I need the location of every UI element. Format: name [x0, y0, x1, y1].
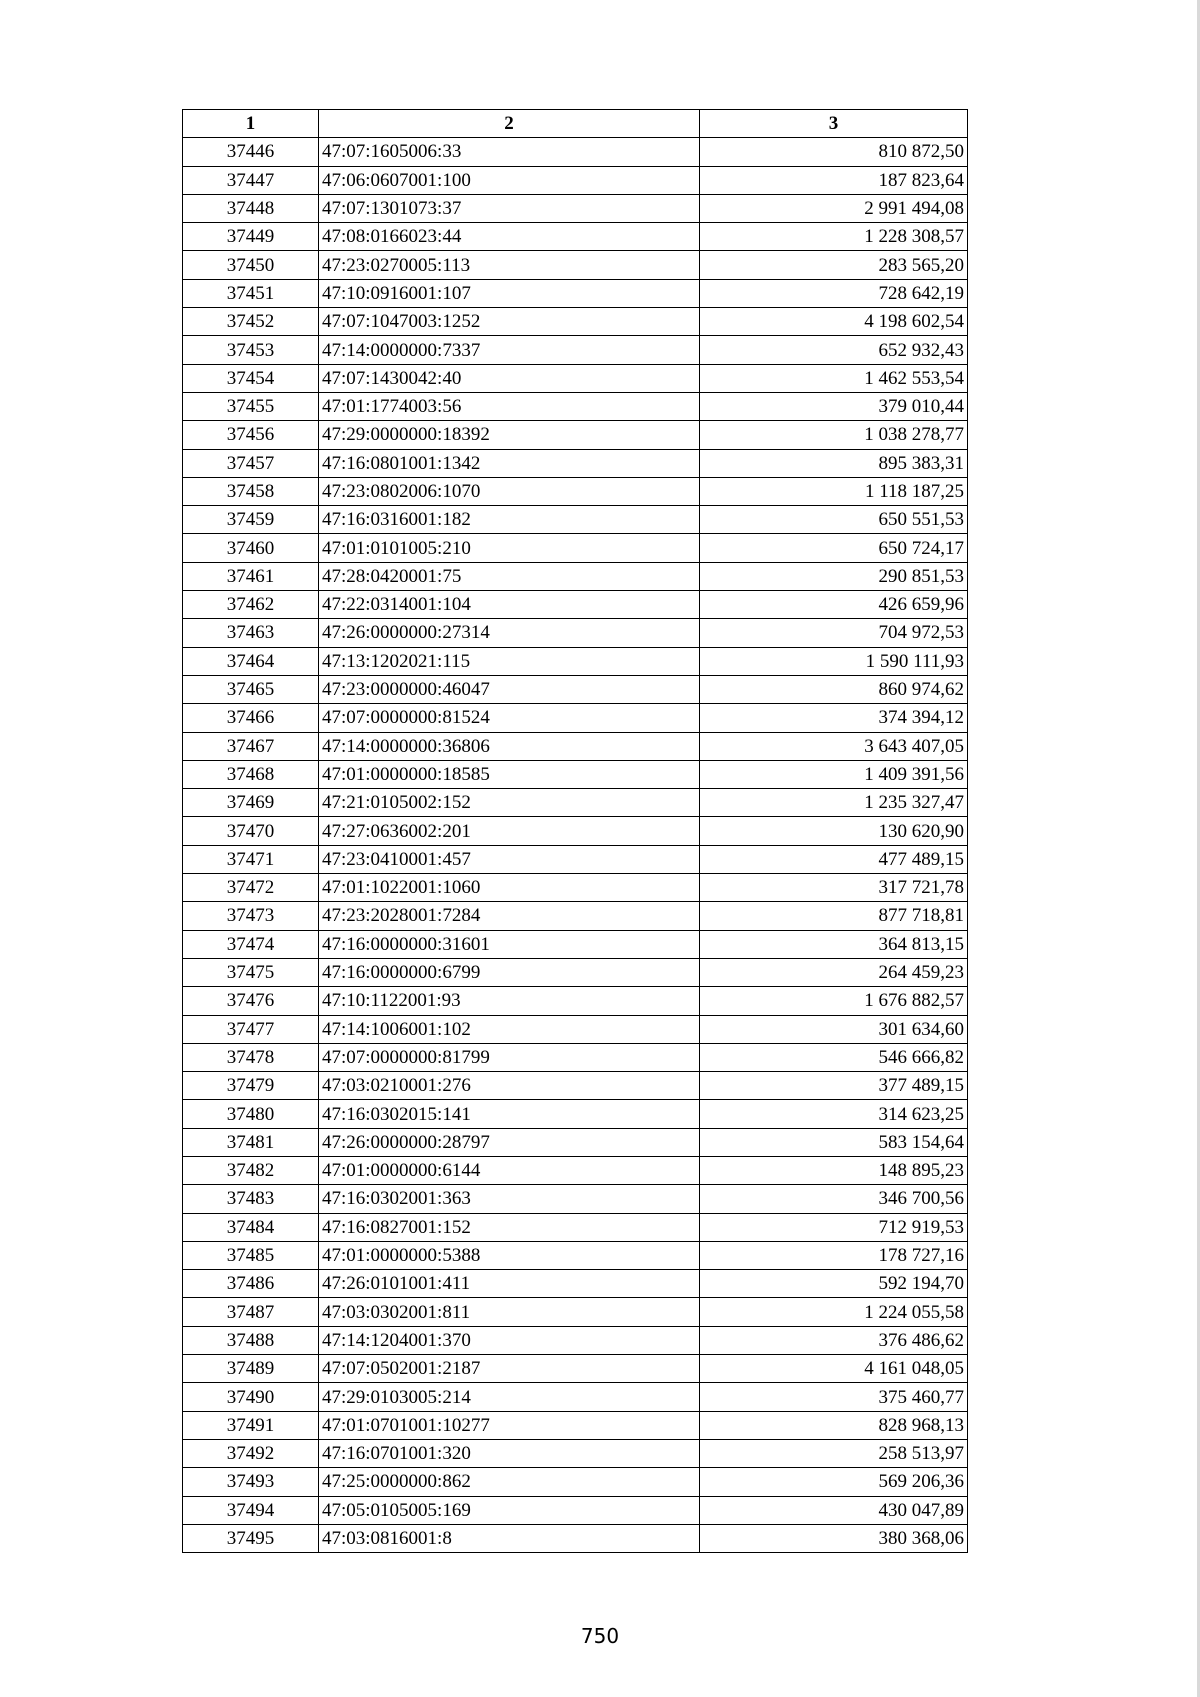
value-cell: 258 513,97 [700, 1439, 968, 1467]
table-row [183, 194, 968, 222]
row-number-cell: 37446 [183, 138, 319, 166]
value-cell: 860 974,62 [700, 675, 968, 703]
row-number-cell: 37491 [183, 1411, 319, 1439]
value-cell: 1 038 278,77 [700, 421, 968, 449]
table-row [183, 506, 968, 534]
row-number-cell: 37451 [183, 279, 319, 307]
cadastral-number-cell: 47:10:1122001:93 [319, 987, 700, 1015]
table-row [183, 1496, 968, 1524]
value-cell: 364 813,15 [700, 930, 968, 958]
table-row [183, 562, 968, 590]
value-cell: 1 118 187,25 [700, 477, 968, 505]
row-number-cell: 37467 [183, 732, 319, 760]
cadastral-number-cell: 47:14:1006001:102 [319, 1015, 700, 1043]
cadastral-number-cell: 47:14:0000000:36806 [319, 732, 700, 760]
cadastral-number-cell: 47:01:0101005:210 [319, 534, 700, 562]
row-number-cell: 37487 [183, 1298, 319, 1326]
table-row [183, 930, 968, 958]
table-row [183, 477, 968, 505]
table-row [183, 1100, 968, 1128]
value-cell: 828 968,13 [700, 1411, 968, 1439]
value-cell: 4 198 602,54 [700, 308, 968, 336]
cadastral-number-cell: 47:26:0000000:28797 [319, 1128, 700, 1156]
value-cell: 283 565,20 [700, 251, 968, 279]
row-number-cell: 37474 [183, 930, 319, 958]
row-number-cell: 37463 [183, 619, 319, 647]
cadastral-number-cell: 47:07:0502001:2187 [319, 1355, 700, 1383]
cadastral-number-cell: 47:01:1774003:56 [319, 392, 700, 420]
value-cell: 895 383,31 [700, 449, 968, 477]
value-cell: 1 590 111,93 [700, 647, 968, 675]
row-number-cell: 37483 [183, 1185, 319, 1213]
row-number-cell: 37469 [183, 789, 319, 817]
table-row [183, 619, 968, 647]
cadastral-number-cell: 47:07:1605006:33 [319, 138, 700, 166]
table-row [183, 845, 968, 873]
value-cell: 178 727,16 [700, 1241, 968, 1269]
table-row [183, 958, 968, 986]
row-number-cell: 37480 [183, 1100, 319, 1128]
value-cell: 650 551,53 [700, 506, 968, 534]
row-number-cell: 37489 [183, 1355, 319, 1383]
value-cell: 148 895,23 [700, 1156, 968, 1184]
table-row [183, 732, 968, 760]
row-number-cell: 37478 [183, 1043, 319, 1071]
row-number-cell: 37492 [183, 1439, 319, 1467]
row-number-cell: 37470 [183, 817, 319, 845]
row-number-cell: 37481 [183, 1128, 319, 1156]
value-cell: 583 154,64 [700, 1128, 968, 1156]
table-row [183, 421, 968, 449]
row-number-cell: 37490 [183, 1383, 319, 1411]
table-row [183, 1241, 968, 1269]
cadastral-number-cell: 47:26:0000000:27314 [319, 619, 700, 647]
row-number-cell: 37465 [183, 675, 319, 703]
table-row [183, 166, 968, 194]
row-number-cell: 37482 [183, 1156, 319, 1184]
cadastral-number-cell: 47:13:1202021:115 [319, 647, 700, 675]
value-cell: 374 394,12 [700, 704, 968, 732]
cadastral-number-cell: 47:22:0314001:104 [319, 591, 700, 619]
value-cell: 1 676 882,57 [700, 987, 968, 1015]
row-number-cell: 37456 [183, 421, 319, 449]
row-number-cell: 37485 [183, 1241, 319, 1269]
table-row [183, 789, 968, 817]
value-cell: 376 486,62 [700, 1326, 968, 1354]
value-cell: 375 460,77 [700, 1383, 968, 1411]
value-cell: 2 991 494,08 [700, 194, 968, 222]
table-row [183, 647, 968, 675]
row-number-cell: 37462 [183, 591, 319, 619]
row-number-cell: 37468 [183, 760, 319, 788]
cadastral-number-cell: 47:21:0105002:152 [319, 789, 700, 817]
value-cell: 264 459,23 [700, 958, 968, 986]
table-row [183, 364, 968, 392]
row-number-cell: 37460 [183, 534, 319, 562]
cadastral-number-cell: 47:14:0000000:7337 [319, 336, 700, 364]
value-cell: 1 235 327,47 [700, 789, 968, 817]
header-row [183, 110, 968, 138]
row-number-cell: 37459 [183, 506, 319, 534]
value-cell: 650 724,17 [700, 534, 968, 562]
cadastral-number-cell: 47:26:0101001:411 [319, 1270, 700, 1298]
cadastral-number-cell: 47:01:0000000:5388 [319, 1241, 700, 1269]
value-cell: 810 872,50 [700, 138, 968, 166]
row-number-cell: 37473 [183, 902, 319, 930]
table-row [183, 1468, 968, 1496]
value-cell: 652 932,43 [700, 336, 968, 364]
value-cell: 430 047,89 [700, 1496, 968, 1524]
value-cell: 3 643 407,05 [700, 732, 968, 760]
cadastral-number-cell: 47:16:0801001:1342 [319, 449, 700, 477]
cadastral-number-cell: 47:23:0802006:1070 [319, 477, 700, 505]
cadastral-number-cell: 47:16:0302001:363 [319, 1185, 700, 1213]
table-row [183, 1015, 968, 1043]
cadastral-number-cell: 47:10:0916001:107 [319, 279, 700, 307]
value-cell: 546 666,82 [700, 1043, 968, 1071]
row-number-cell: 37447 [183, 166, 319, 194]
page-number: 750 [580, 1624, 620, 1648]
column-header-1: 1 [183, 110, 319, 138]
table-row [183, 1072, 968, 1100]
table-row [183, 1326, 968, 1354]
row-number-cell: 37476 [183, 987, 319, 1015]
table-header [183, 110, 968, 138]
row-number-cell: 37479 [183, 1072, 319, 1100]
cadastral-number-cell: 47:25:0000000:862 [319, 1468, 700, 1496]
cadastral-number-cell: 47:16:0701001:320 [319, 1439, 700, 1467]
row-number-cell: 37464 [183, 647, 319, 675]
table-row [183, 1355, 968, 1383]
value-cell: 380 368,06 [700, 1524, 968, 1552]
table-row [183, 1439, 968, 1467]
row-number-cell: 37450 [183, 251, 319, 279]
cadastral-number-cell: 47:23:0410001:457 [319, 845, 700, 873]
row-number-cell: 37458 [183, 477, 319, 505]
row-number-cell: 37488 [183, 1326, 319, 1354]
row-number-cell: 37452 [183, 308, 319, 336]
cadastral-number-cell: 47:23:0000000:46047 [319, 675, 700, 703]
cadastral-number-cell: 47:07:1047003:1252 [319, 308, 700, 336]
cadastral-number-cell: 47:03:0210001:276 [319, 1072, 700, 1100]
value-cell: 377 489,15 [700, 1072, 968, 1100]
column-header-3: 3 [700, 110, 968, 138]
cadastral-number-cell: 47:01:1022001:1060 [319, 874, 700, 902]
row-number-cell: 37449 [183, 223, 319, 251]
table-row [183, 223, 968, 251]
table-row [183, 1411, 968, 1439]
table-body [183, 138, 968, 1553]
value-cell: 290 851,53 [700, 562, 968, 590]
row-number-cell: 37455 [183, 392, 319, 420]
value-cell: 704 972,53 [700, 619, 968, 647]
table-row [183, 1128, 968, 1156]
cadastral-number-cell: 47:07:0000000:81799 [319, 1043, 700, 1071]
table-row [183, 534, 968, 562]
cadastral-number-cell: 47:16:0827001:152 [319, 1213, 700, 1241]
value-cell: 426 659,96 [700, 591, 968, 619]
table-row [183, 308, 968, 336]
row-number-cell: 37477 [183, 1015, 319, 1043]
cadastral-number-cell: 47:01:0000000:6144 [319, 1156, 700, 1184]
value-cell: 317 721,78 [700, 874, 968, 902]
table-row [183, 1156, 968, 1184]
table-row [183, 1383, 968, 1411]
value-cell: 130 620,90 [700, 817, 968, 845]
row-number-cell: 37495 [183, 1524, 319, 1552]
value-cell: 314 623,25 [700, 1100, 968, 1128]
value-cell: 301 634,60 [700, 1015, 968, 1043]
cadastral-number-cell: 47:28:0420001:75 [319, 562, 700, 590]
cadastral-number-cell: 47:03:0816001:8 [319, 1524, 700, 1552]
cadastral-number-cell: 47:07:1301073:37 [319, 194, 700, 222]
row-number-cell: 37461 [183, 562, 319, 590]
cadastral-number-cell: 47:01:0701001:10277 [319, 1411, 700, 1439]
cadastral-number-cell: 47:07:1430042:40 [319, 364, 700, 392]
table-row [183, 1213, 968, 1241]
table-row [183, 449, 968, 477]
cadastral-number-cell: 47:23:0270005:113 [319, 251, 700, 279]
value-cell: 379 010,44 [700, 392, 968, 420]
row-number-cell: 37493 [183, 1468, 319, 1496]
table-row [183, 591, 968, 619]
cadastral-number-cell: 47:16:0302015:141 [319, 1100, 700, 1128]
cadastral-number-cell: 47:16:0316001:182 [319, 506, 700, 534]
value-cell: 877 718,81 [700, 902, 968, 930]
cadastral-number-cell: 47:07:0000000:81524 [319, 704, 700, 732]
table-row [183, 138, 968, 166]
table-row [183, 1298, 968, 1326]
cadastral-number-cell: 47:16:0000000:6799 [319, 958, 700, 986]
table-row [183, 336, 968, 364]
cadastral-number-cell: 47:01:0000000:18585 [319, 760, 700, 788]
table-row [183, 704, 968, 732]
cadastral-number-cell: 47:08:0166023:44 [319, 223, 700, 251]
cadastral-number-cell: 47:27:0636002:201 [319, 817, 700, 845]
row-number-cell: 37457 [183, 449, 319, 477]
table-row [183, 1185, 968, 1213]
value-cell: 477 489,15 [700, 845, 968, 873]
row-number-cell: 37466 [183, 704, 319, 732]
table-row [183, 1524, 968, 1552]
value-cell: 1 224 055,58 [700, 1298, 968, 1326]
row-number-cell: 37472 [183, 874, 319, 902]
cadastral-number-cell: 47:14:1204001:370 [319, 1326, 700, 1354]
row-number-cell: 37475 [183, 958, 319, 986]
cadastral-number-cell: 47:06:0607001:100 [319, 166, 700, 194]
table-row [183, 817, 968, 845]
row-number-cell: 37494 [183, 1496, 319, 1524]
cadastral-number-cell: 47:29:0000000:18392 [319, 421, 700, 449]
value-cell: 569 206,36 [700, 1468, 968, 1496]
value-cell: 4 161 048,05 [700, 1355, 968, 1383]
value-cell: 187 823,64 [700, 166, 968, 194]
cadastral-number-cell: 47:29:0103005:214 [319, 1383, 700, 1411]
value-cell: 728 642,19 [700, 279, 968, 307]
table-row [183, 902, 968, 930]
value-cell: 1 462 553,54 [700, 364, 968, 392]
cadastral-number-cell: 47:23:2028001:7284 [319, 902, 700, 930]
table-row [183, 1043, 968, 1071]
cadastral-number-cell: 47:16:0000000:31601 [319, 930, 700, 958]
data-table [182, 109, 968, 1553]
row-number-cell: 37484 [183, 1213, 319, 1241]
table-row [183, 251, 968, 279]
cadastral-number-cell: 47:05:0105005:169 [319, 1496, 700, 1524]
value-cell: 346 700,56 [700, 1185, 968, 1213]
value-cell: 712 919,53 [700, 1213, 968, 1241]
table-row [183, 675, 968, 703]
row-number-cell: 37448 [183, 194, 319, 222]
row-number-cell: 37453 [183, 336, 319, 364]
row-number-cell: 37486 [183, 1270, 319, 1298]
value-cell: 1 228 308,57 [700, 223, 968, 251]
table-row [183, 279, 968, 307]
table-row [183, 760, 968, 788]
cadastral-number-cell: 47:03:0302001:811 [319, 1298, 700, 1326]
row-number-cell: 37454 [183, 364, 319, 392]
table-row [183, 874, 968, 902]
table-row [183, 1270, 968, 1298]
row-number-cell: 37471 [183, 845, 319, 873]
table-row [183, 987, 968, 1015]
value-cell: 592 194,70 [700, 1270, 968, 1298]
column-header-2: 2 [319, 110, 700, 138]
table-row [183, 392, 968, 420]
value-cell: 1 409 391,56 [700, 760, 968, 788]
